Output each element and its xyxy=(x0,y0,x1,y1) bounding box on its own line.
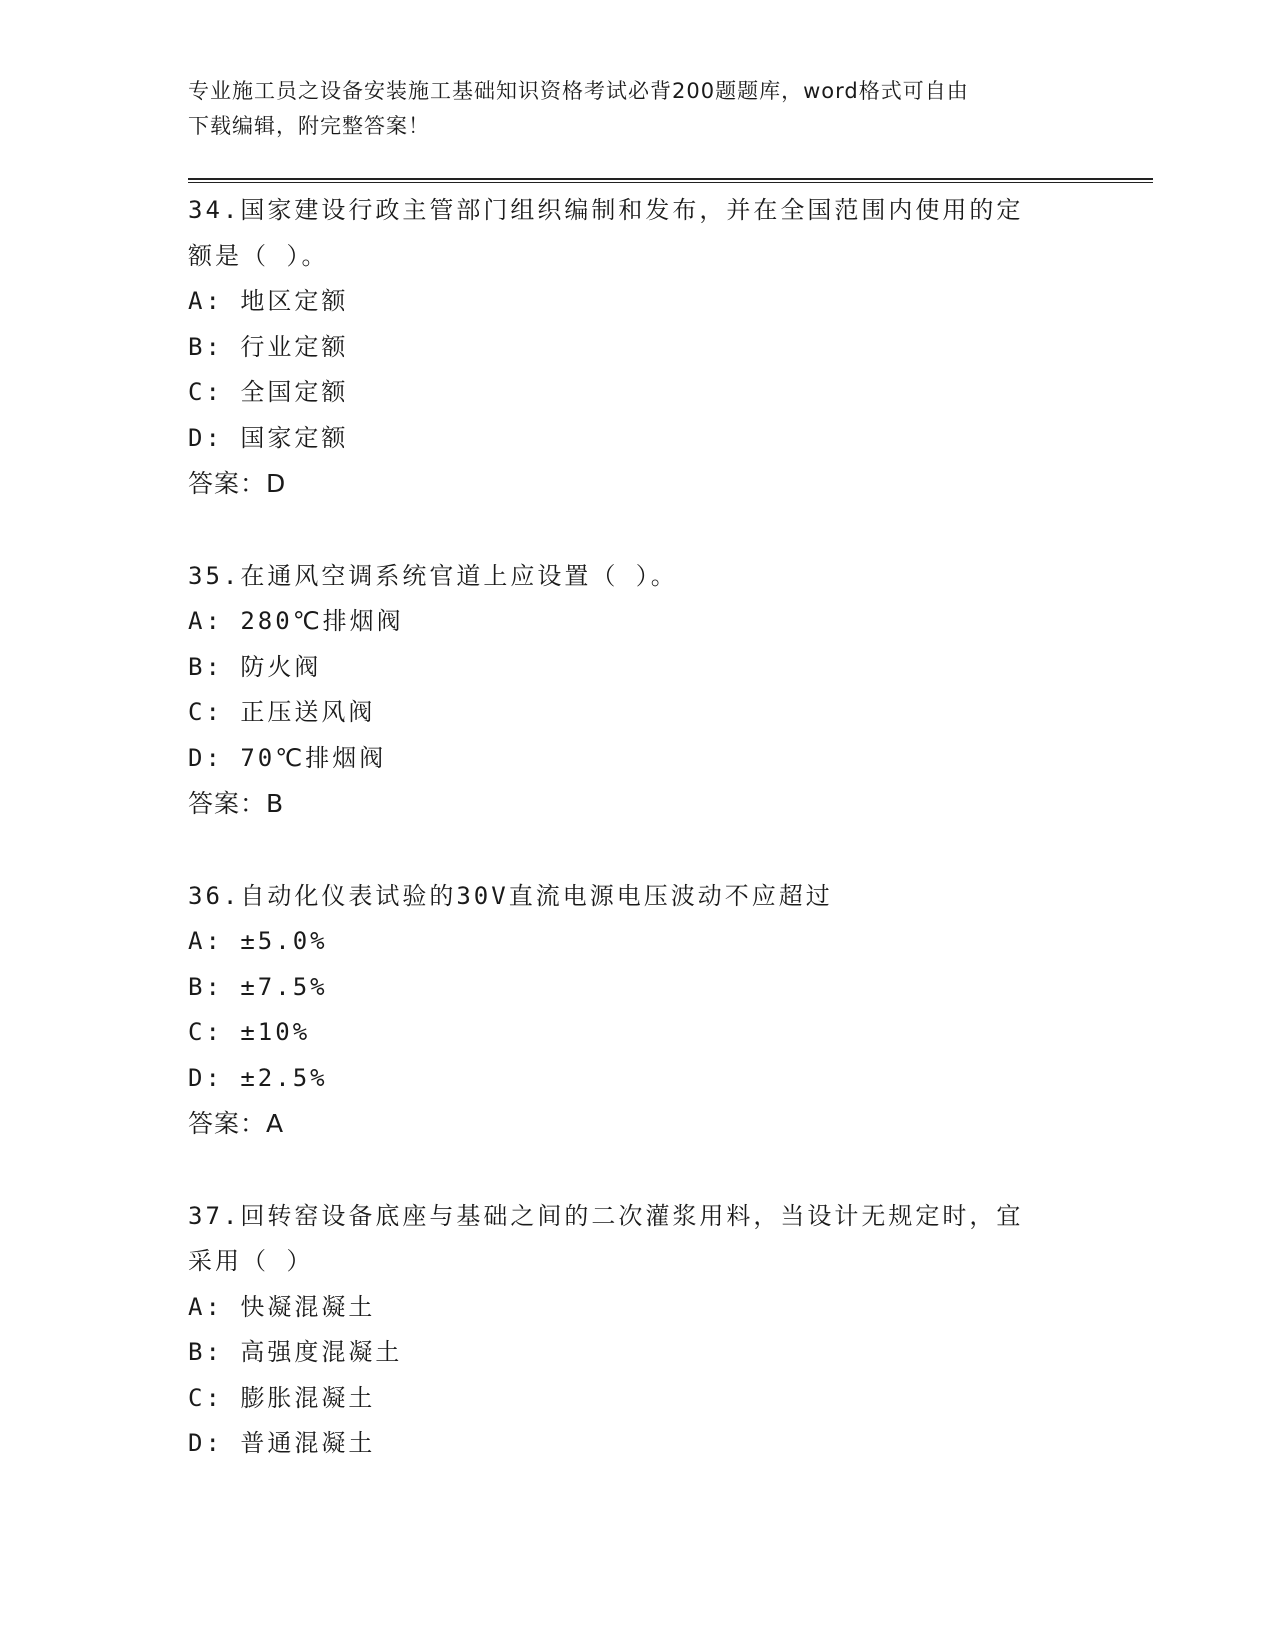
question-stem-line: 35.在通风空调系统官道上应设置（ ）。 xyxy=(188,561,678,590)
answer-label: 答案：B xyxy=(188,789,285,818)
question-stem-line: 采用（ ） xyxy=(188,1247,314,1275)
question-35 xyxy=(188,554,1088,827)
option-c: C: 膨胀混凝土 xyxy=(188,1383,376,1412)
answer-label: 答案：A xyxy=(188,1109,285,1138)
option-a: A: ±5.0% xyxy=(188,927,328,955)
question-36 xyxy=(188,874,1088,1147)
option-c: C: ±10% xyxy=(188,1018,311,1046)
option-d: D: ±2.5% xyxy=(188,1063,328,1092)
header-divider xyxy=(188,178,1153,183)
option-b: B: ±7.5% xyxy=(188,972,328,1001)
option-c: C: 全国定额 xyxy=(188,378,349,406)
option-b: B: 行业定额 xyxy=(188,332,349,361)
option-a: A: 280℃排烟阀 xyxy=(188,607,404,635)
option-d: D: 国家定额 xyxy=(188,423,349,452)
question-stem-line: 34.国家建设行政主管部门组织编制和发布，并在全国范围内使用的定 xyxy=(188,196,1024,224)
question-stem-line: 37.回转窑设备底座与基础之间的二次灌浆用料，当设计无规定时，宜 xyxy=(188,1201,1024,1230)
question-stem-line: 额是（ ）。 xyxy=(188,241,329,270)
document-header xyxy=(188,74,1068,144)
header-line-2: 下载编辑，附完整答案！ xyxy=(188,114,430,138)
option-d: D: 70℃排烟阀 xyxy=(188,743,387,772)
question-stem-line: 36.自动化仪表试验的30V直流电源电压波动不应超过 xyxy=(188,881,833,910)
question-34 xyxy=(188,188,1088,507)
option-b: B: 高强度混凝土 xyxy=(188,1338,403,1366)
question-list xyxy=(188,188,1088,1514)
header-line-1: 专业施工员之设备安装施工基础知识资格考试必背200题题库，word格式可自由 xyxy=(188,79,969,103)
option-c: C: 正压送风阀 xyxy=(188,698,376,726)
option-b: B: 防火阀 xyxy=(188,652,322,681)
option-a: A: 快凝混凝土 xyxy=(188,1292,376,1321)
question-37 xyxy=(188,1194,1088,1467)
option-d: D: 普通混凝土 xyxy=(188,1429,376,1457)
option-a: A: 地区定额 xyxy=(188,287,349,315)
answer-label: 答案：D xyxy=(188,469,287,498)
